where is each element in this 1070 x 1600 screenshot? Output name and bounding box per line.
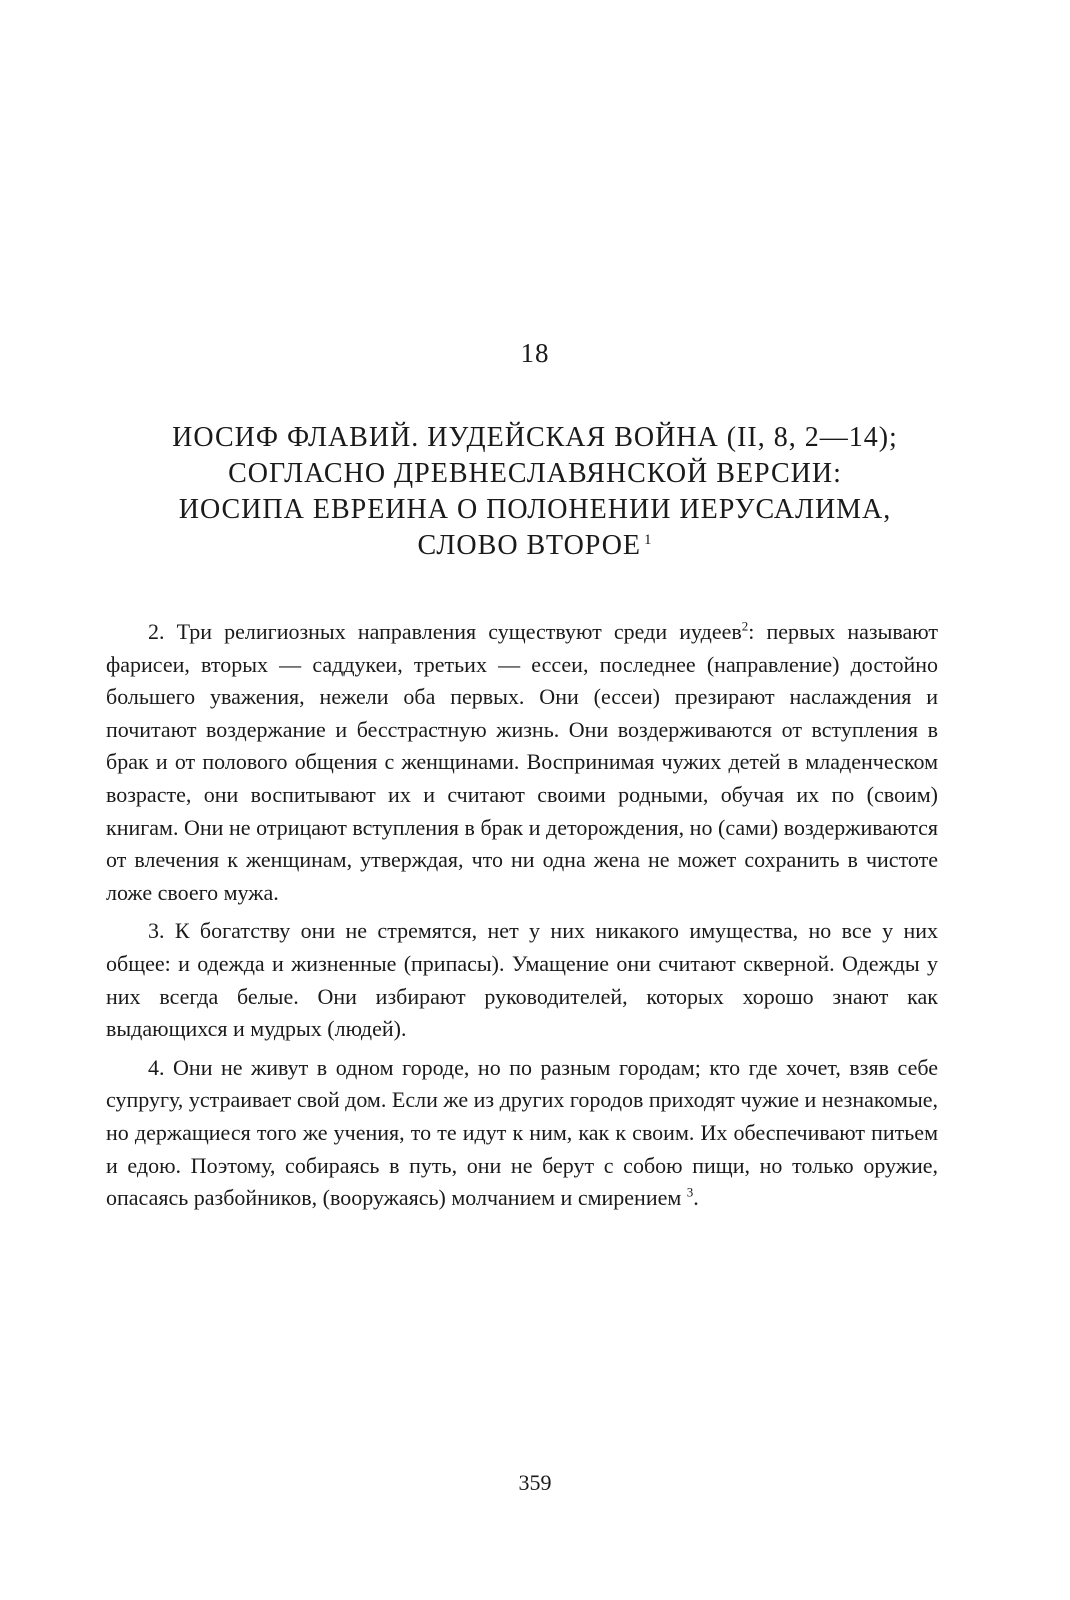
- paragraph-2: [106, 616, 938, 909]
- title-footnote-ref: 1: [644, 531, 653, 548]
- footnote-ref-2: 2: [741, 618, 749, 634]
- paragraph-4-part1: 4. Они не живут в одном городе, но по разным городам; кто где хочет, взяв себе супругу, устраивает свой дом. Если же из других городов приходят чужие и незнакомые, но держащиеся того же учения, то те идут к ним, как к своим. Их обеспечивают питьем и едою. Поэтому, собираясь в путь, они не берут с собою пищи, но только оружие, опасаясь разбойников, (вооружаясь) молчанием и смирением: [106, 1054, 938, 1211]
- body-text: [106, 616, 938, 1221]
- paragraph-2-part2: : первых называют фарисеи, вторых — саддукеи, третьих — ессеи, последнее (направление) достойно большего уважения, нежели оба первых. Они (ессеи) презирают наслаждения и почитают воздержание и бесстрастную жизнь. Они воздерживаются от вступления в брак и от полового общения с женщинами. Воспринимая чужих детей в младенческом возрасте, они воспитывают их и считают своими родными, обучая их по (своим) книгам. Они не отрицают вступления в брак и деторождения, но (сами) воздерживаются от влечения к женщинам, утверждая, что ни одна жена не может сохранить в чистоте ложе своего мужа.: [106, 619, 938, 905]
- title-line-4: [100, 528, 970, 564]
- section-number: 18: [520, 338, 550, 368]
- document-title: [100, 420, 970, 564]
- title-line-4-text: СЛОВО ВТОРОЕ: [417, 530, 642, 561]
- title-line-3: ИОСИПА ЕВРЕИНА О ПОЛОНЕНИИ ИЕРУСАЛИМА,: [178, 494, 892, 525]
- title-line-2: СОГЛАСНО ДРЕВНЕСЛАВЯНСКОЙ ВЕРСИИ:: [228, 458, 842, 489]
- paragraph-4: [106, 1052, 938, 1215]
- page-number: 359: [518, 1470, 552, 1495]
- paragraph-2-part1: 2. Три религиозных направления существуют среди иудеев: [148, 619, 742, 644]
- paragraph-3: 3. К богатству они не стремятся, нет у них никакого имущества, но все у них общее: и одежда и жизненные (припасы). Умащение они считают скверной. Одежды у них всегда белые. Они избирают руководителей, которых хорошо знают как выдающихся и мудрых (людей).: [106, 918, 938, 1042]
- title-line-1: ИОСИФ ФЛАВИЙ. ИУДЕЙСКАЯ ВОЙНА (II, 8, 2—14);: [172, 422, 898, 453]
- footnote-ref-3: 3: [686, 1184, 694, 1200]
- paragraph-4-part2: .: [693, 1185, 699, 1211]
